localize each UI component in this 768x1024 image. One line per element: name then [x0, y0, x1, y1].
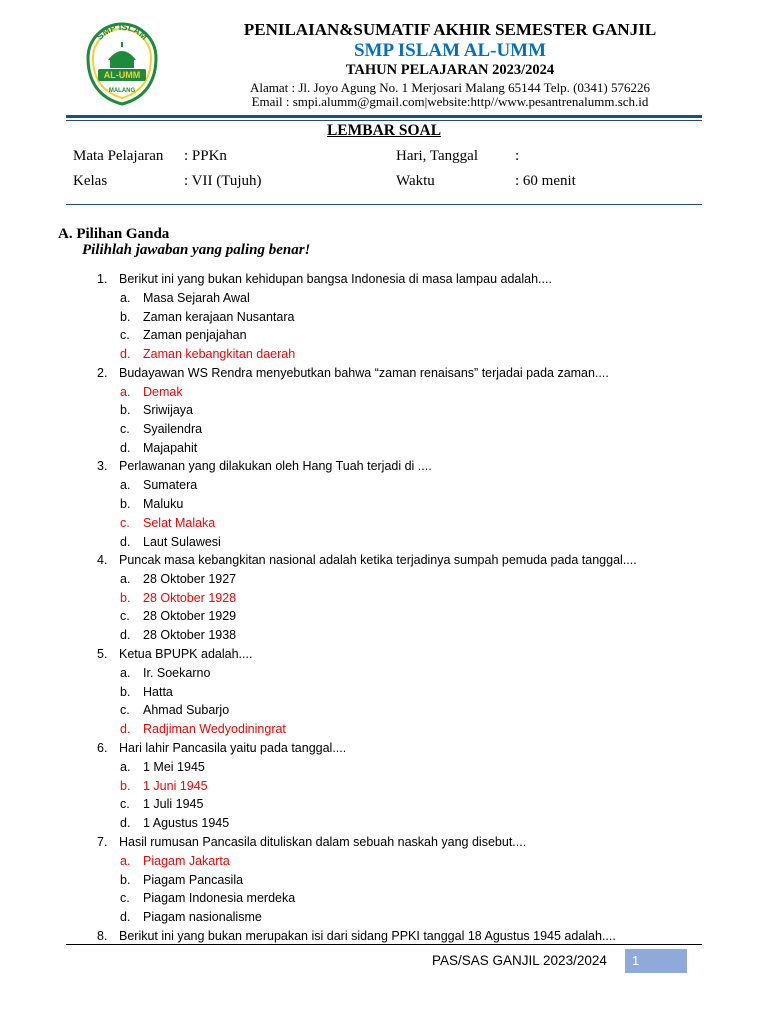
question-number: 6. [97, 741, 108, 755]
option-letter: a. [120, 385, 131, 399]
subject-value: : PPKn [184, 148, 227, 164]
info-divider [66, 204, 702, 205]
school-logo [84, 18, 160, 106]
school-contact: Email : smpi.alumm@gmail.com|website:http//www.pesantrenalumm.sch.id [251, 94, 649, 109]
option-text: Laut Sulawesi [143, 535, 221, 549]
academic-year: TAHUN PELAJARAN 2023/2024 [345, 62, 555, 78]
option-text: 28 Oktober 1928 [143, 591, 237, 605]
option-text: 28 Oktober 1938 [143, 628, 237, 642]
option-letter: a. [120, 291, 131, 305]
option-letter: a. [120, 572, 131, 586]
option-text: 1 Juni 1945 [143, 779, 208, 793]
question-text: Puncak masa kebangkitan nasional adalah ketika terjadinya sumpah pemuda pada tanggal.... [119, 553, 637, 567]
exam-title: PENILAIAN&SUMATIF AKHIR SEMESTER GANJIL [243, 20, 657, 39]
option-letter: d. [120, 535, 131, 549]
option-letter: a. [120, 854, 131, 868]
option-letter: b. [120, 497, 131, 511]
question-text: Hari lahir Pancasila yaitu pada tanggal.... [119, 741, 347, 755]
subject-label: Mata Pelajaran [73, 148, 164, 164]
class-label: Kelas [73, 173, 108, 189]
option-text: Majapahit [143, 441, 198, 455]
option-letter: a. [120, 478, 131, 492]
option-text: Ahmad Subarjo [143, 703, 230, 717]
option-text: Zaman kerajaan Nusantara [143, 310, 295, 324]
question-text: Berikut ini yang bukan kehidupan bangsa Indonesia di masa lampau adalah.... [119, 272, 552, 286]
question-text: Berikut ini yang bukan merupakan isi dari sidang PPKI tanggal 18 Agustus 1945 adalah.... [119, 929, 616, 943]
header-divider-thick [66, 115, 702, 118]
footer-label: PAS/SAS GANJIL 2023/2024 [432, 953, 607, 968]
option-letter: d. [120, 347, 131, 361]
option-letter: d. [120, 628, 131, 642]
option-text: Piagam Pancasila [143, 873, 244, 887]
question-number: 8. [97, 929, 108, 943]
option-letter: a. [120, 666, 131, 680]
option-text: 1 Juli 1945 [143, 797, 204, 811]
page-number: 1 [632, 953, 640, 968]
option-letter: c. [120, 703, 130, 717]
option-text: Sriwijaya [143, 403, 194, 417]
logo-text-top: SMP ISLAM [94, 21, 150, 42]
class-value: : VII (Tujuh) [184, 173, 262, 189]
option-letter: c. [120, 891, 130, 905]
option-letter: a. [120, 760, 131, 774]
question-text: Ketua BPUPK adalah.... [119, 647, 253, 661]
option-text: Hatta [143, 685, 173, 699]
option-text: Radjiman Wedyodiningrat [143, 722, 286, 736]
option-text: Selat Malaka [143, 516, 216, 530]
school-address: Alamat : Jl. Joyo Agung No. 1 Merjosari Malang 65144 Telp. (0341) 576226 [249, 80, 650, 95]
option-text: Piagam Jakarta [143, 854, 230, 868]
question-number: 4. [97, 553, 108, 567]
option-text: 1 Mei 1945 [143, 760, 205, 774]
option-letter: c. [120, 422, 130, 436]
question-number: 1. [97, 272, 108, 286]
option-text: Piagam Indonesia merdeka [143, 891, 296, 905]
question-text: Perlawanan yang dilakukan oleh Hang Tuah terjadi di .... [119, 459, 432, 473]
option-text: 28 Oktober 1927 [143, 572, 237, 586]
option-text: Syailendra [143, 422, 203, 436]
date-value: : [515, 148, 520, 164]
option-letter: b. [120, 591, 131, 605]
option-letter: c. [120, 328, 130, 342]
question-text: Budayawan WS Rendra menyebutkan bahwa “zaman renaisans” terjadai pada zaman.... [119, 366, 609, 380]
option-letter: c. [120, 516, 130, 530]
option-letter: d. [120, 816, 131, 830]
option-letter: d. [120, 910, 131, 924]
option-text: Ir. Soekarno [143, 666, 211, 680]
option-letter: b. [120, 403, 131, 417]
option-text: Zaman kebangkitan daerah [143, 347, 296, 361]
option-text: Zaman penjajahan [143, 328, 247, 342]
section-heading: A. Pilihan Ganda [58, 226, 170, 242]
option-text: Sumatera [143, 478, 198, 492]
option-text: Demak [143, 385, 183, 399]
sheet-title: LEMBAR SOAL [326, 122, 442, 139]
footer-divider [66, 944, 702, 945]
option-text: 1 Agustus 1945 [143, 816, 230, 830]
option-letter: c. [120, 609, 130, 623]
school-name: SMP ISLAM AL-UMM [353, 40, 547, 61]
option-text: Masa Sejarah Awal [143, 291, 250, 305]
option-letter: b. [120, 685, 131, 699]
page-number-badge [625, 949, 687, 973]
section-instruction: Pilihlah jawaban yang paling benar! [82, 242, 311, 258]
logo-text-middle: AL-UMM [103, 70, 141, 80]
time-label: Waktu [396, 173, 435, 189]
question-number: 2. [97, 366, 108, 380]
option-letter: d. [120, 722, 131, 736]
option-letter: d. [120, 441, 131, 455]
option-text: Piagam nasionalisme [143, 910, 262, 924]
option-letter: c. [120, 797, 130, 811]
question-number: 3. [97, 459, 108, 473]
time-value: : 60 menit [515, 173, 576, 189]
question-number: 7. [97, 835, 108, 849]
question-number: 5. [97, 647, 108, 661]
date-label: Hari, Tanggal [396, 148, 478, 164]
header-divider-thin [66, 120, 702, 121]
option-letter: b. [120, 873, 131, 887]
option-text: 28 Oktober 1929 [143, 609, 237, 623]
question-text: Hasil rumusan Pancasila dituliskan dalam sebuah naskah yang disebut.... [119, 835, 527, 849]
logo-text-bottom: MALANG [108, 88, 136, 94]
option-letter: b. [120, 779, 131, 793]
option-text: Maluku [143, 497, 184, 511]
option-letter: b. [120, 310, 131, 324]
